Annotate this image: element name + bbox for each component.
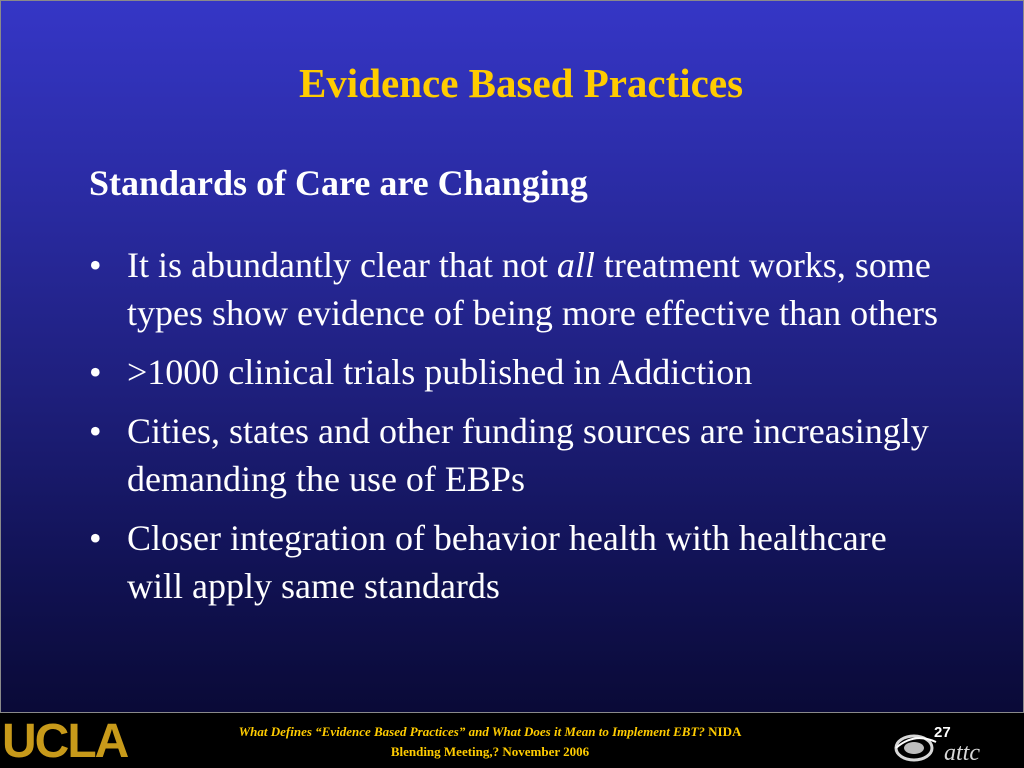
bullet-item [89,348,949,396]
attc-logo-icon [892,726,1020,768]
slide-title: Evidence Based Practices [298,60,744,106]
slide-subtitle: Standards of Care are Changing [89,163,588,203]
bullet-item [89,514,949,610]
attc-text: attc [944,740,980,766]
bullet-dot-icon: • [89,245,102,285]
bullet-text-start: It is abundantly clear that not [127,245,557,285]
bullet-dot-icon: • [89,352,102,392]
page-number: 27 [934,724,951,741]
bullet-item [89,407,949,503]
bullet-list [89,241,949,621]
bullet-item [89,241,949,337]
bullet-dot-icon: • [89,518,102,558]
bullet-text-end: treatment works, some types show evidence of being more effective than others [127,245,939,333]
bullet-text: >1000 clinical trials published in Addiction [127,352,753,392]
bullet-text: Closer integration of behavior health with healthcare will apply same standards [127,518,887,606]
bullet-emphasis: all [556,245,595,285]
bullet-text: Cities, states and other funding sources are increasingly demanding the use of EBPs [127,411,929,499]
bullet-dot-icon: • [89,411,102,451]
footer-caption-italic: What Defines “Evidence Based Practices” and What Does it Mean to Implement EBT? [238,724,705,739]
footer-caption [160,722,820,762]
footer-caption-plain: NIDA [704,724,742,739]
ucla-logo: UCLA [2,715,128,768]
footer-caption-line2: Blending Meeting,? November 2006 [390,744,590,759]
